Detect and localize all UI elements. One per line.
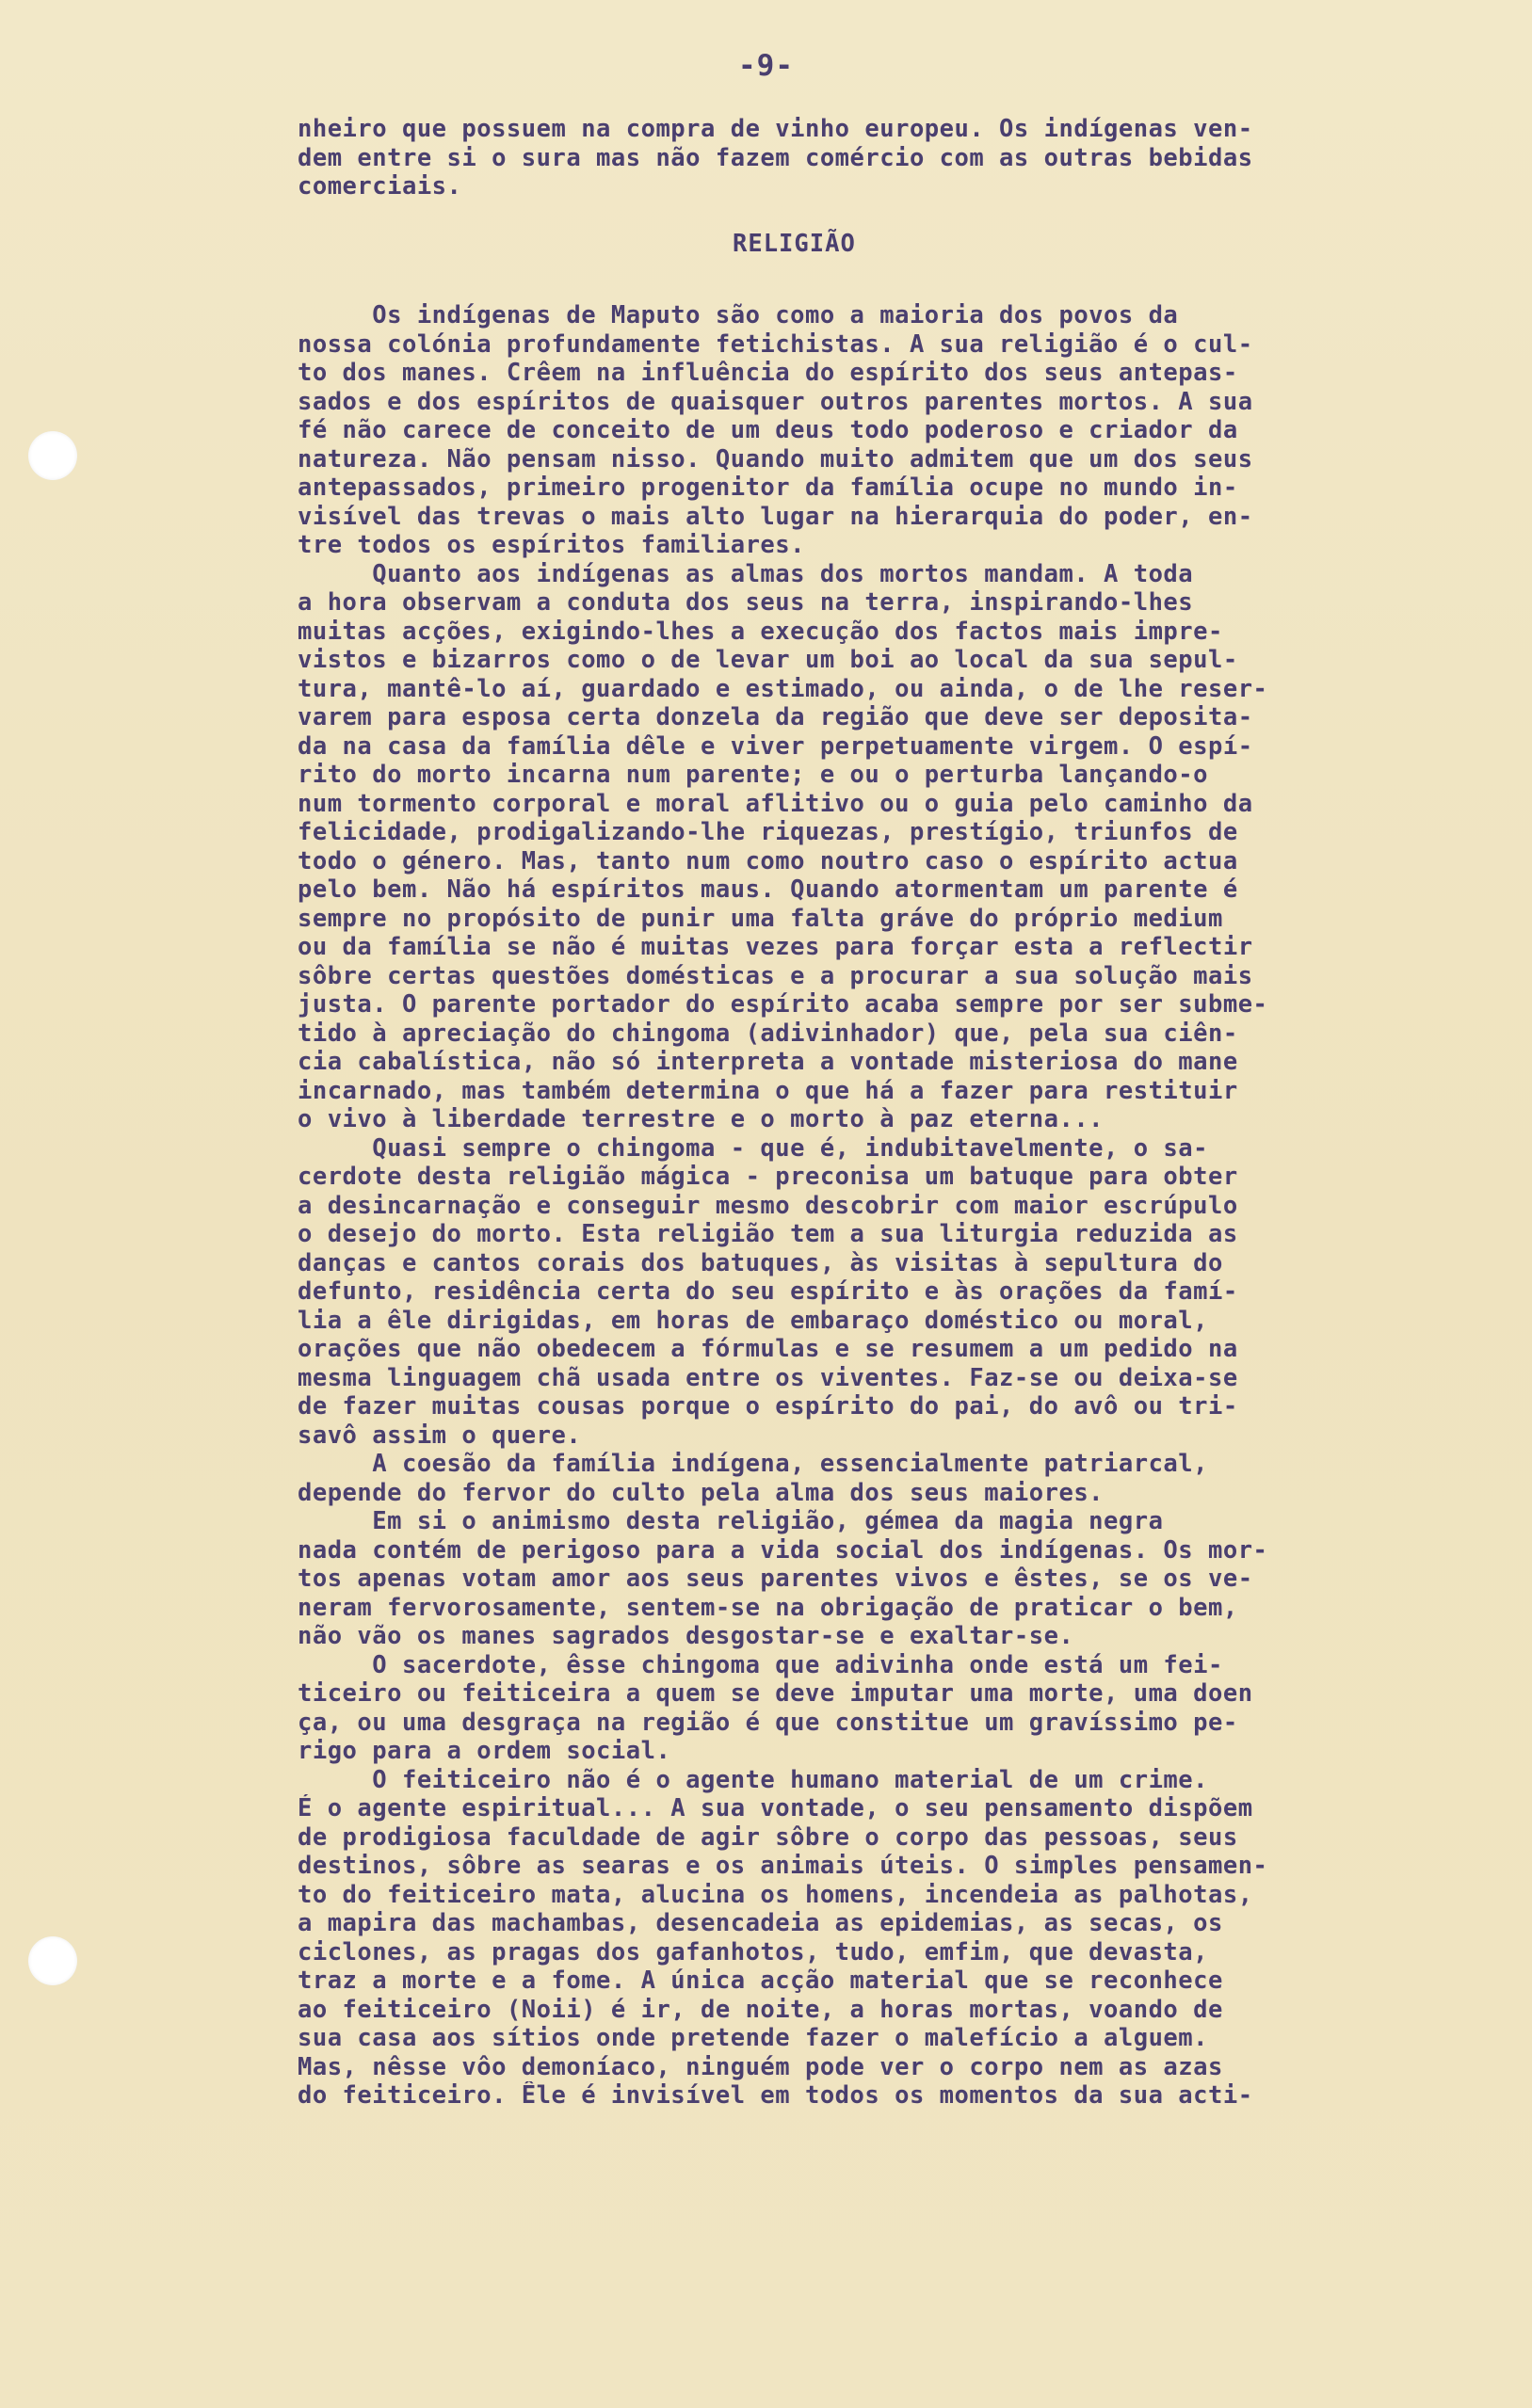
text-line: a hora observam a conduta dos seus na terra, inspirando-lhes: [298, 588, 1194, 617]
text-line: da na casa da família dêle e viver perpetuamente virgem. O espí-: [298, 731, 1253, 761]
text-line: natureza. Não pensam nisso. Quando muito admitem que um dos seus: [298, 444, 1253, 474]
text-line: Os indígenas de Maputo são como a maioria dos povos da: [298, 301, 1179, 329]
text-line: ticeiro ou feiticeira a quem se deve imputar uma morte, uma doen: [298, 1679, 1253, 1708]
text-line: cerdote desta religião mágica - preconisa um batuque para obter: [298, 1163, 1238, 1191]
text-line: sua casa aos sítios onde pretende fazer o malefício a alguem.: [298, 2024, 1208, 2052]
text-line: rito do morto incarna num parente; e ou o perturba lançando-o: [298, 761, 1208, 789]
text-line: defunto, residência certa do seu espírito e às orações da famí-: [298, 1277, 1238, 1306]
text-line: tre todos os espíritos familiares.: [298, 531, 805, 559]
spacer: [298, 201, 1512, 231]
spacer: [298, 287, 1512, 301]
text-line: sados e dos espíritos de quaisquer outros parentes mortos. A sua: [298, 387, 1253, 416]
punch-hole-top: [28, 431, 77, 480]
text-line: rigo para a ordem social.: [298, 1737, 671, 1765]
text-line: sempre no propósito de punir uma falta gráve do próprio medium: [298, 904, 1223, 933]
text-line: lia a êle dirigidas, em horas de embaraço doméstico ou moral,: [298, 1306, 1208, 1335]
text-line: mesma linguagem chã usada entre os viventes. Faz-se ou deixa-se: [298, 1363, 1238, 1392]
text-line: vistos e bizarros como o de levar um boi ao local da sua sepul-: [298, 646, 1238, 674]
text-line: a mapira das machambas, desencadeia as epidemias, as secas, os: [298, 1909, 1223, 1937]
text-line: cia cabalística, não só interpreta a vontade misteriosa do mane: [298, 1048, 1238, 1076]
text-line: sôbre certas questões domésticas e a procurar a sua solução mais: [298, 961, 1253, 990]
text-line: savô assim o quere.: [298, 1421, 582, 1450]
text-line: danças e cantos corais dos batuques, às visitas à sepultura do: [298, 1248, 1223, 1277]
text-line: ça, ou uma desgraça na região é que constitue um gravíssimo pe-: [298, 1708, 1238, 1737]
text-line: Quasi sempre o chingoma - que é, indubitavelmente, o sa-: [298, 1133, 1208, 1163]
text-line: tura, mantê-lo aí, guardado e estimado, ou ainda, o de lhe reser-: [298, 674, 1268, 703]
text-line: neram fervorosamente, sentem-se na obrigação de praticar o bem,: [298, 1593, 1238, 1622]
text-line: fé não carece de conceito de um deus todo poderoso e criador da: [298, 416, 1238, 444]
text-line: nossa colónia profundamente fetichistas. A sua religião é o cul-: [298, 329, 1253, 359]
text-line: É o agente espiritual... A sua vontade, o seu pensamento dispõem: [298, 1794, 1253, 1822]
text-line: ou da família se não é muitas vezes para forçar esta a reflectir: [298, 933, 1253, 961]
text-line: tido à apreciação do chingoma (adivinhador) que, pela sua ciên-: [298, 1019, 1238, 1048]
text-line: varem para esposa certa donzela da região que deve ser deposita-: [298, 703, 1253, 731]
page-body: [298, 115, 1512, 2111]
text-line: todo o género. Mas, tanto num como noutro caso o espírito actua: [298, 846, 1238, 875]
text-line: de fazer muitas cousas porque o espírito do pai, do avô ou tri-: [298, 1392, 1238, 1421]
text-line: Quanto aos indígenas as almas dos mortos mandam. A toda: [298, 559, 1194, 588]
page-number: -9-: [738, 49, 794, 83]
text-line: incarnado, mas também determina o que há a fazer para restituir: [298, 1076, 1238, 1105]
text-line: dem entre si o sura mas não fazem comércio com as outras bebidas: [298, 143, 1253, 172]
text-line: Em si o animismo desta religião, gémea da magia negra: [298, 1507, 1164, 1535]
text-line: depende do fervor do culto pela alma dos seus maiores.: [298, 1478, 1105, 1507]
text-line: O sacerdote, êsse chingoma que adivinha onde está um fei-: [298, 1650, 1223, 1679]
text-line: justa. O parente portador do espírito acaba sempre por ser subme-: [298, 990, 1268, 1019]
text-line: nheiro que possuem na compra de vinho europeu. Os indígenas ven-: [298, 115, 1253, 143]
text-line: tos apenas votam amor aos seus parentes vivos e êstes, se os ve-: [298, 1565, 1253, 1593]
text-line: visível das trevas o mais alto lugar na hierarquia do poder, en-: [298, 502, 1253, 531]
text-line: comerciais.: [298, 172, 462, 201]
text-line: num tormento corporal e moral aflitivo ou o guia pelo caminho da: [298, 789, 1253, 818]
text-line: to do feiticeiro mata, alucina os homens, incendeia as palhotas,: [298, 1880, 1253, 1909]
text-line: não vão os manes sagrados desgostar-se e exaltar-se.: [298, 1622, 1074, 1650]
text-line: o desejo do morto. Esta religião tem a sua liturgia reduzida as: [298, 1220, 1238, 1248]
text-line: A coesão da família indígena, essencialmente patriarcal,: [298, 1450, 1208, 1478]
text-line: ciclones, as pragas dos gafanhotos, tudo, emfim, que devasta,: [298, 1937, 1208, 1967]
text-line: antepassados, primeiro progenitor da família ocupe no mundo in-: [298, 474, 1238, 502]
text-line: nada contém de perigoso para a vida social dos indígenas. Os mor-: [298, 1535, 1268, 1565]
text-line: a desincarnação e conseguir mesmo descobrir com maior escrúpulo: [298, 1191, 1238, 1220]
text-line: Mas, nêsse vôo demoníaco, ninguém pode ver o corpo nem as azas: [298, 2052, 1223, 2081]
text-line: orações que não obedecem a fórmulas e se resumem a um pedido na: [298, 1335, 1238, 1363]
spacer: [298, 259, 1512, 288]
text-line: de prodigiosa faculdade de agir sôbre o corpo das pessoas, seus: [298, 1822, 1238, 1852]
section-heading: RELIGIÃO: [733, 230, 856, 258]
intro-paragraph: [298, 115, 1512, 201]
text-line: ao feiticeiro (Noii) é ir, de noite, a horas mortas, voando de: [298, 1995, 1223, 2024]
text-line: traz a morte e a fome. A única acção material que se reconhece: [298, 1967, 1223, 1995]
text-line: o vivo à liberdade terrestre e o morto à paz eterna...: [298, 1105, 1105, 1133]
punch-hole-bottom: [28, 1936, 77, 1985]
text-line: muitas acções, exigindo-lhes a execução dos factos mais impre-: [298, 617, 1223, 646]
text-line: O feiticeiro não é o agente humano material de um crime.: [298, 1765, 1208, 1794]
text-line: destinos, sôbre as searas e os animais úteis. O simples pensamen-: [298, 1852, 1268, 1880]
text-line: felicidade, prodigalizando-lhe riquezas, prestígio, triunfos de: [298, 818, 1238, 846]
text-line: do feiticeiro. Êle é invisível em todos os momentos da sua acti-: [298, 2081, 1253, 2110]
text-line: pelo bem. Não há espíritos maus. Quando atormentam um parente é: [298, 875, 1238, 904]
text-line: to dos manes. Crêem na influência do espírito dos seus antepas-: [298, 359, 1238, 387]
body-text: [298, 301, 1512, 2111]
